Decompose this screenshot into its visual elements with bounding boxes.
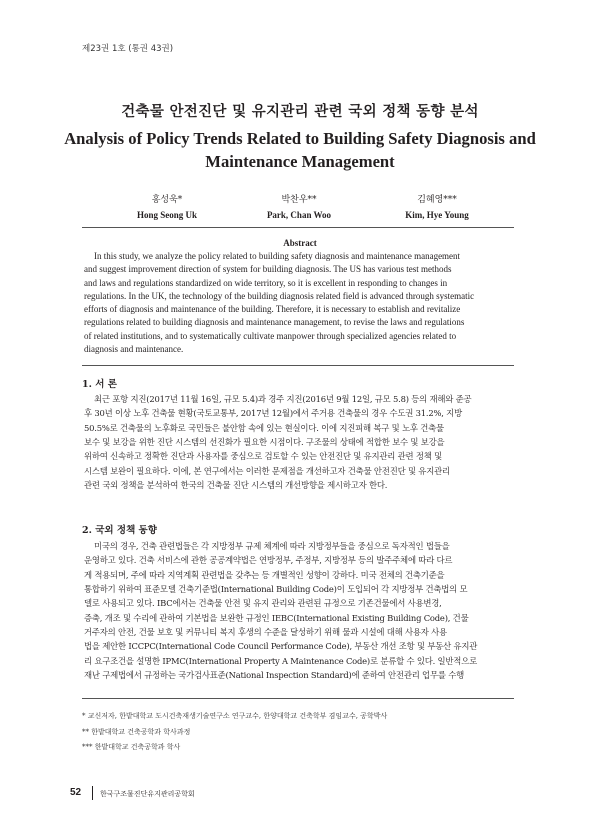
section-1-body	[84, 392, 516, 492]
page-number-divider	[92, 786, 93, 800]
abstract-line: of related institutions, and to systematically cultivate manpower through specialized agencies related to	[84, 330, 457, 341]
section-2-heading: 2. 국외 정책 동향	[82, 525, 157, 536]
body-line: 게 적용되며, 주에 따라 지역계획 관련법을 갖추는 등 개별적인 성향이 강하다. 미국 전체의 건축기준을	[84, 569, 445, 580]
body-line: 운영하고 있다. 건축 서비스에 관한 공공계약법은 연방정부, 주정부, 지방정부 등의 발주주체에 따라 다르	[84, 555, 453, 566]
body-line: 위하여 신속하고 정확한 진단과 사용자를 중심으로 검토할 수 있는 안전진단 및 유지관리 관련 정책 및	[84, 451, 442, 462]
abstract-heading: Abstract	[283, 238, 317, 248]
body-line: 관련 국외 정책을 분석하여 한국의 건축물 진단 시스템의 개선방향을 제시하고자 한다.	[84, 480, 388, 491]
abstract-body	[84, 250, 514, 356]
issue-header: 제23권 1호 (통권 43권)	[82, 44, 174, 54]
section-1-heading: 1. 서 론	[82, 379, 117, 390]
author-2-ko: 박찬우**	[281, 195, 317, 205]
author-2	[224, 192, 374, 220]
body-line: 통합하기 위하여 표준모델 건축기준법(International Building Code)이 도입되어 각 지방정부 건축법의 모	[84, 584, 468, 595]
body-line: 증축, 개조 및 수리에 관하여 기본법을 보완한 규정인 IEBC(International Existing Building Code), 건물	[84, 612, 469, 623]
title-english-line2: Maintenance Management	[205, 152, 395, 171]
body-line: 델로 사용되고 있다. IBC에서는 건축물 안전 및 유지 관리와 관련된 규정으로 기존건물에서 사용변경,	[84, 598, 442, 609]
title-korean: 건축물 안전진단 및 유지관리 관련 국외 정책 동향 분석	[121, 103, 479, 120]
author-2-en: Park, Chan Woo	[266, 210, 332, 220]
footnote-1: * 교신저자, 한밭대학교 도시건축재생기술연구소 연구교수, 한양대학교 건축학부 겸임교수, 공학박사	[82, 712, 388, 720]
section-2-body	[84, 539, 516, 682]
abstract-line: regulations related to building diagnosis and maintenance management, to revise the laws and regulations	[84, 317, 465, 328]
body-line: 리 요구조건을 설명한 IPMC(International Property A Maintenance Code)로 분류할 수 있다. 일반적으로	[84, 655, 477, 666]
abstract-line: regulations. In the UK, the technology of the building diagnosis related field is advanced through systematic	[84, 290, 475, 301]
author-3-en: Kim, Hye Young	[405, 210, 469, 220]
footnote-2: ** 한밭대학교 건축공학과 학사과정	[82, 728, 191, 736]
abstract-line: and laws and regulations standardized on wide territory, so it is excellent in responding to changes in	[84, 277, 448, 288]
author-3-ko: 김혜영***	[417, 195, 457, 205]
title-english-line1: Analysis of Policy Trends Related to Building Safety Diagnosis and	[64, 129, 536, 148]
author-1-ko: 홍성욱*	[151, 195, 183, 205]
body-line: 법을 제안한 ICCPC(International Code Council Performance Code), 부동산 개선 조항 및 부동산 유지관	[84, 641, 478, 652]
abstract-line: In this study, we analyze the policy related to building safety diagnosis and maintenance management	[94, 251, 461, 261]
body-line: 50.5%로 건축물의 노후화로 국민들은 불안함 속에 있는 현실이다. 이에 지진피해 복구 및 노후 건축물	[84, 422, 444, 433]
journal-name: 한국구조물진단유지관리공학회	[100, 790, 195, 798]
divider-top	[82, 227, 514, 228]
abstract-line: and suggest improvement direction of system for building diagnosis. The US has various test methods	[84, 264, 452, 275]
body-line: 후 30년 이상 노후 건축물 현황(국토교통부, 2017년 12월)에서 주거용 건축물의 경우 수도권 31.2%, 지방	[84, 408, 462, 419]
body-line: 거주자의 안전, 건물 보호 및 커뮤니티 복지 후생의 수준을 달성하기 위해 물과 시설에 대해 사용자 사용	[84, 627, 447, 638]
body-line: 시스템 보완이 필요하다. 이에, 본 연구에서는 이러한 문제점을 개선하고자 건축물 안전진단 및 유지관리	[84, 465, 450, 476]
body-line: 재난 구제법에서 규정하는 국가검사표준(National Inspection Standard)에 준하여 안전관리 업무를 수행	[84, 670, 464, 681]
page-number: 52	[70, 787, 82, 798]
author-1-en: Hong Seong Uk	[136, 210, 198, 220]
divider-footnotes	[82, 698, 514, 699]
author-1	[92, 192, 242, 220]
body-line: 최근 포항 지진(2017년 11월 16일, 규모 5.4)과 경주 지진(2016년 9월 12일, 규모 5.8) 등의 재해와 준공	[94, 394, 472, 404]
footnote-3: *** 한밭대학교 건축공학과 학사	[82, 743, 181, 751]
author-3	[362, 192, 512, 220]
abstract-line: efforts of diagnosis and maintenance of the building. Therefore, it is necessary to establish and revitalize	[84, 304, 461, 314]
abstract-line: diagnosis and maintenance.	[84, 343, 184, 354]
body-line: 보수 및 보강을 위한 진단 시스템의 선진화가 필요한 시점이다. 구조물의 상태에 적합한 보수 및 보강을	[84, 437, 445, 448]
title-english	[60, 127, 540, 173]
divider-abstract	[82, 365, 514, 366]
body-line: 미국의 경우, 건축 관련법들은 각 지방정부 규제 체계에 따라 지방정부들을 중심으로 독자적인 법들을	[94, 541, 450, 551]
